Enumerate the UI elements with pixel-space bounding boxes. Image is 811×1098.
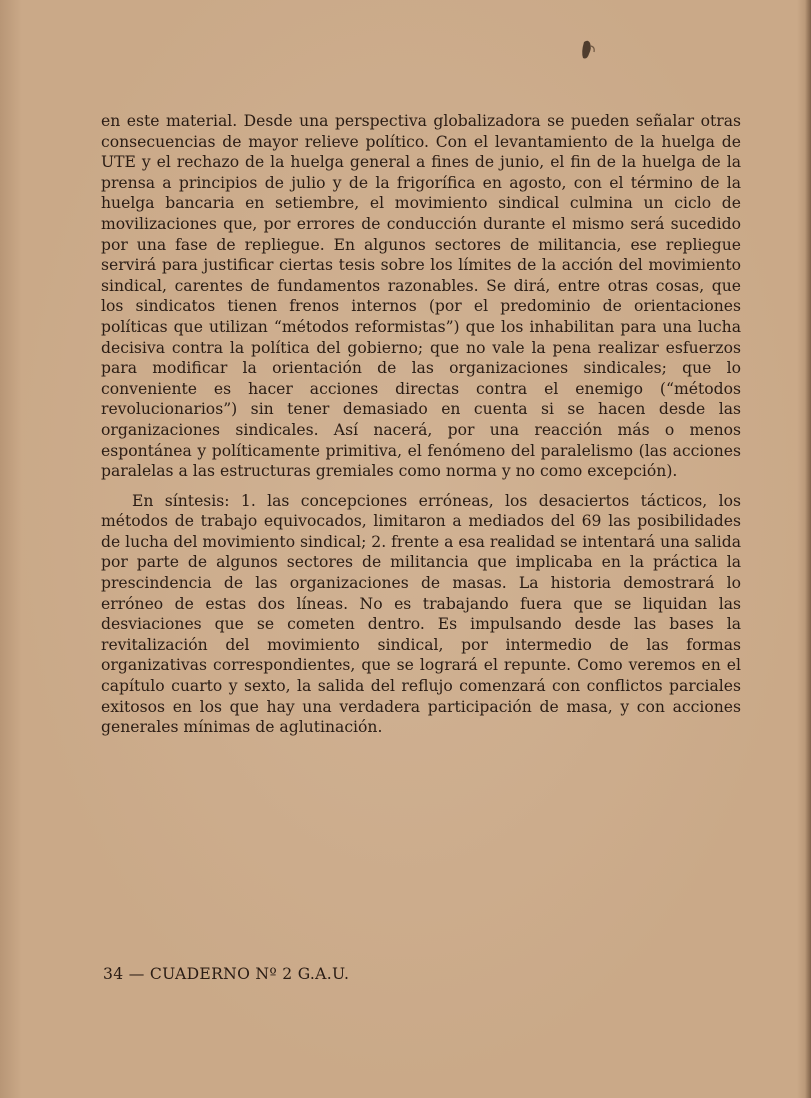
- paragraph: En síntesis: 1. las concepciones erróneas, los desaciertos tácticos, los métodos de trabajo equivocados, limitaron a mediados del 69 las posibilidades de lucha del movimiento sindical; 2. frente a esa realidad se intentará una salida por parte de algunos sectores de militancia que implicaba en la práctica la prescindencia de las organizaciones de masas. La historia demostrará lo erróneo de estas dos líneas. No es trabajando fuera que se liquidan las desviaciones que se cometen dentro. Es impulsando desde las bases la revitalización del movimiento sindical, por intermedio de las formas organizativas correspondientes, que se logrará el repunte. Como veremos en el capítulo cuarto y sexto, la salida del reflujo comenzará con conflictos parciales exitosos en los que hay una verdadera participación de masa, y con acciones generales mínimas de aglutinación.: [101, 491, 741, 737]
- body-text: [101, 111, 741, 738]
- ink-blot-icon: [578, 38, 600, 64]
- paragraph: en este material. Desde una perspectiva globalizadora se pueden señalar otras consecuencias de mayor relieve político. Con el levantamiento de la huelga de UTE y el rechazo de la huelga general a fines de junio, el fin de la huelga de la prensa a principios de julio y de la frigorífica en agosto, con el término de la huelga bancaria en setiembre, el movimiento sindical culmina un ciclo de movilizaciones que, por errores de conducción durante el mismo será sucedido por una fase de repliegue. En algunos sectores de militancia, ese repliegue servirá para justificar ciertas tesis sobre los límites de la acción del movimiento sindical, carentes de fundamentos razonables. Se dirá, entre otras cosas, que los sindicatos tienen frenos internos (por el predominio de orientaciones políticas que utilizan “métodos reformistas”) que los inhabilitan para una lucha decisiva contra la política del gobierno; que no vale la pena realizar esfuerzos para modificar la orientación de las organizaciones sindicales; que lo conveniente es hacer acciones directas contra el enemigo (“métodos revolucionarios”) sin tener demasiado en cuenta si se hacen desde las organizaciones sindicales. Así nacerá, por una reacción más o menos espontánea y políticamente primitiva, el fenómeno del paralelismo (las acciones paralelas a las estructuras gremiales como norma y no como excepción).: [101, 112, 741, 481]
- page-footer: 34 — CUADERNO Nº 2 G.A.U.: [103, 965, 350, 983]
- page-edge-shadow: [805, 0, 811, 1098]
